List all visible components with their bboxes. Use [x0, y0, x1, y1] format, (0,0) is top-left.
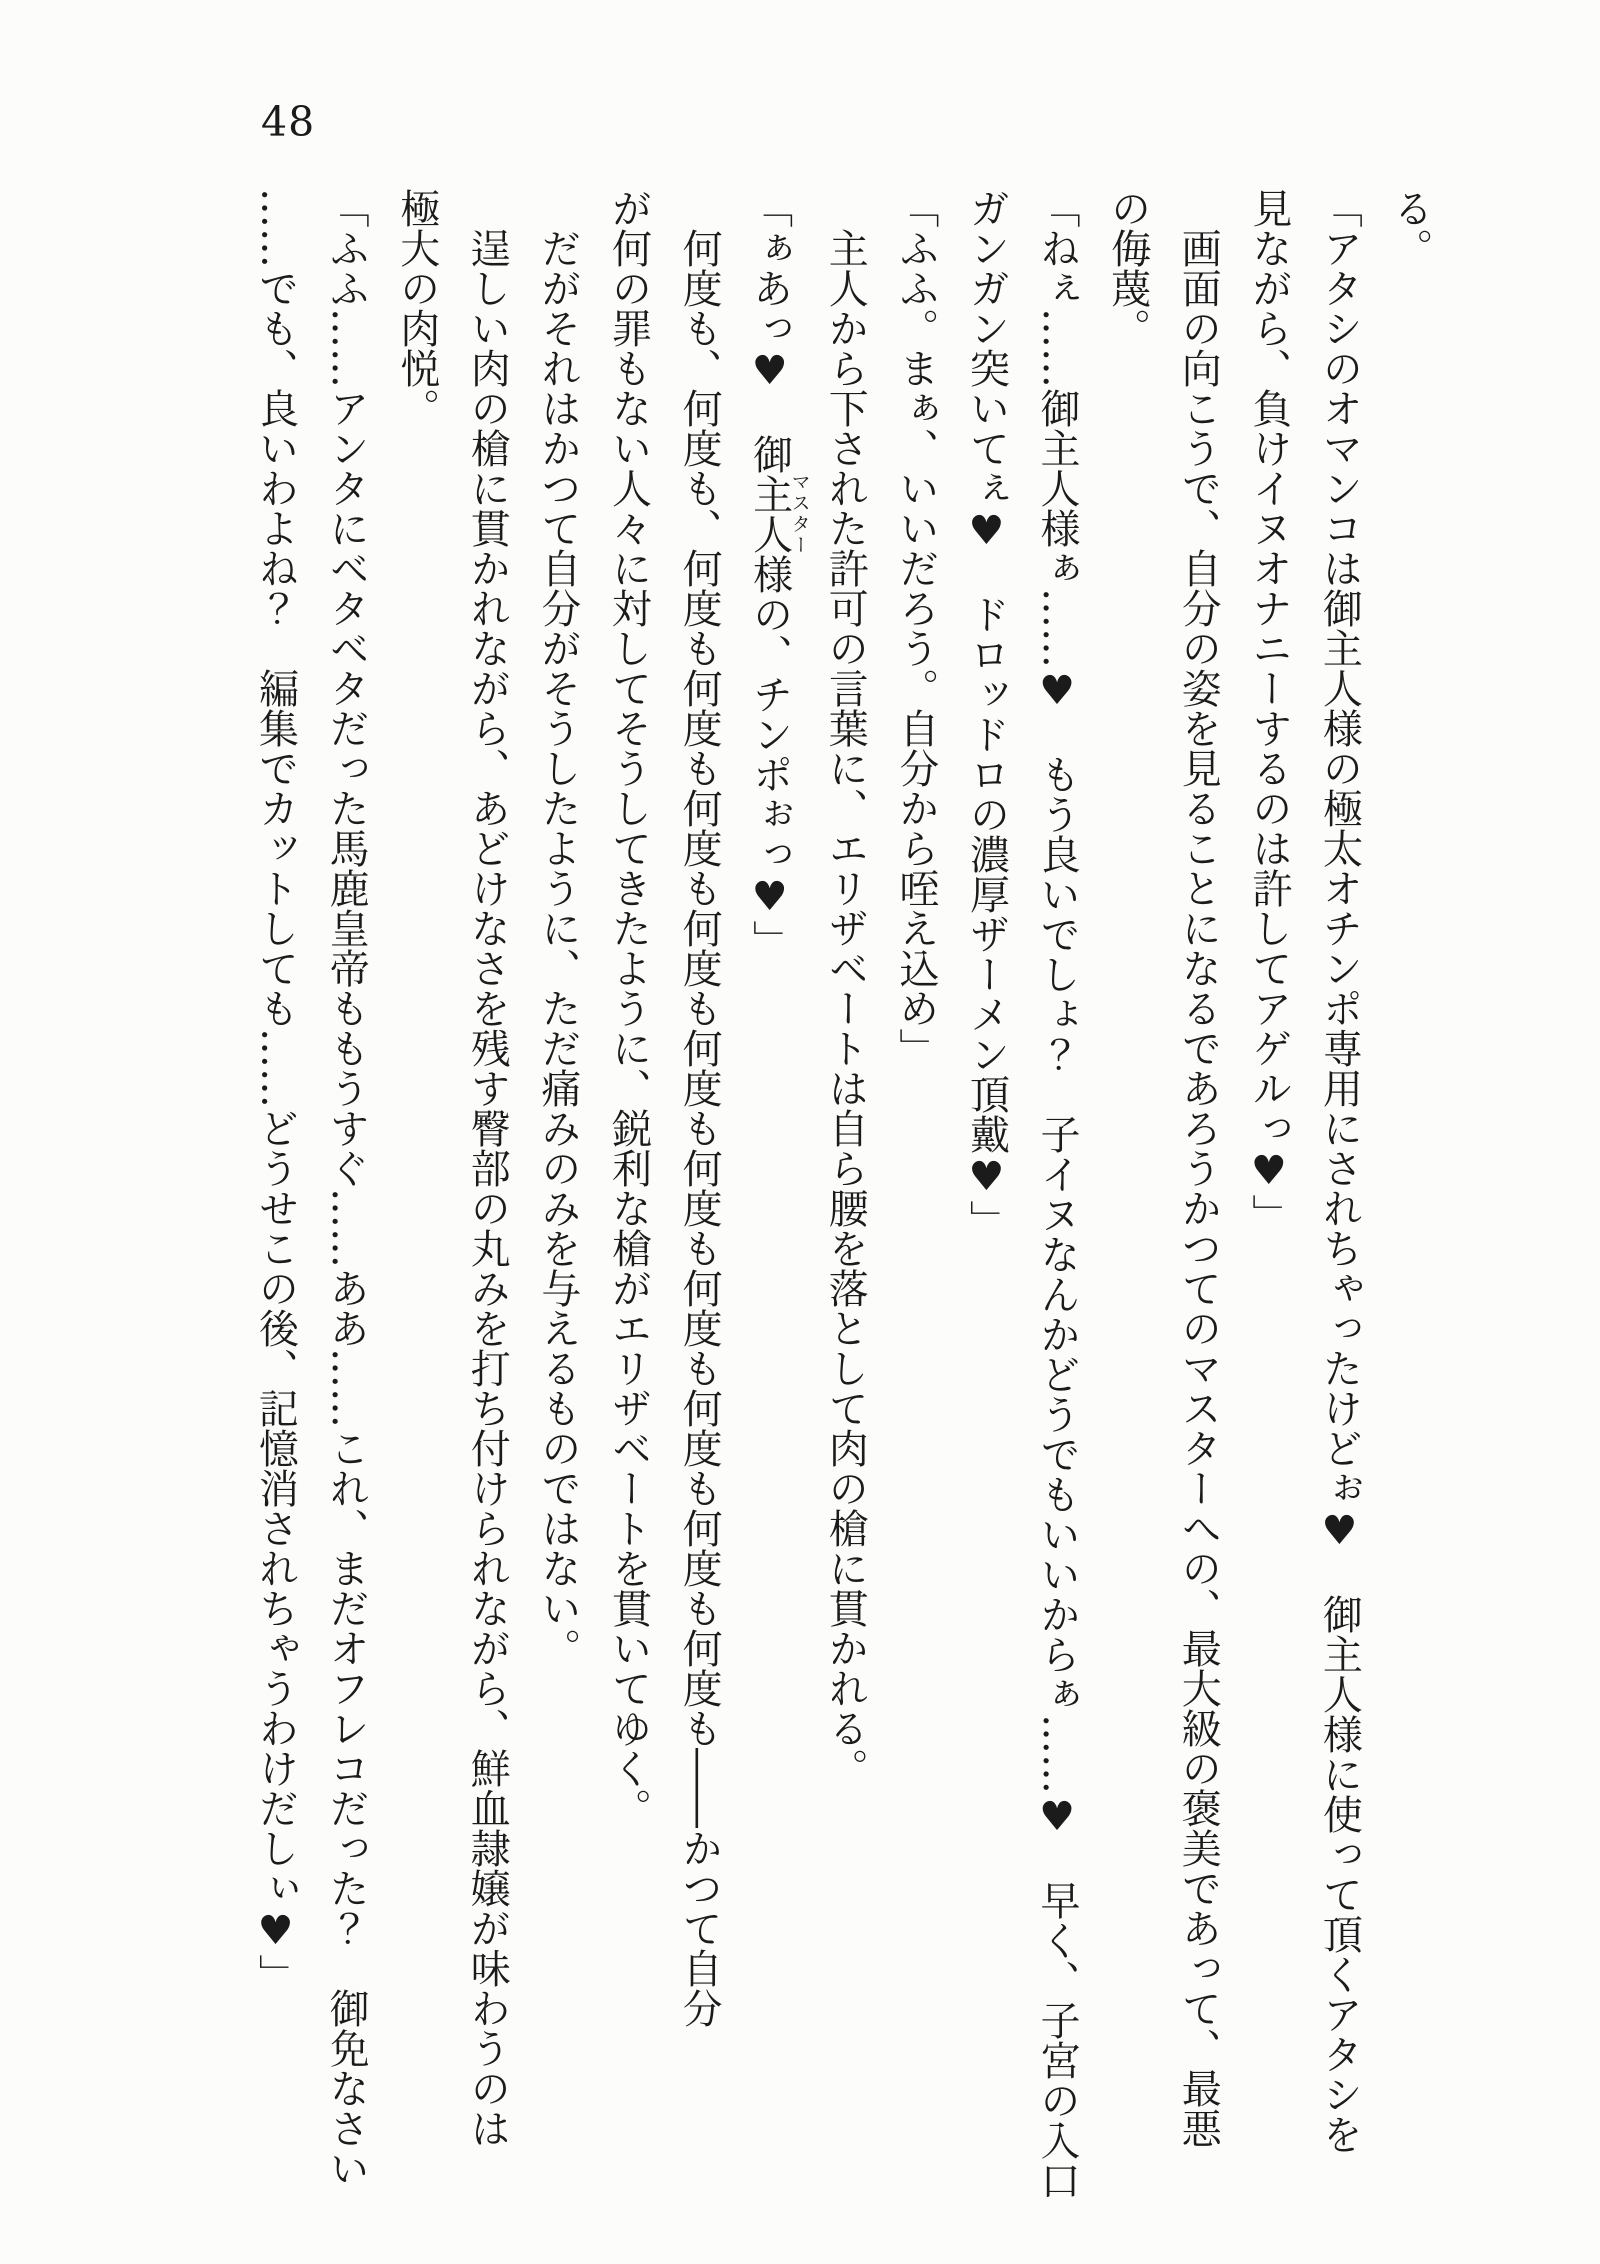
text-column: 「ぁあっ♥ 御主人様マスターの、チンポぉっ♥」: [746, 188, 811, 960]
text-column: 極大の肉悦。: [393, 188, 440, 428]
text-column: 見ながら、負けイヌオナニーするのは許してアゲルっ♥」: [1245, 188, 1292, 1234]
text-block: [240, 188, 1445, 2208]
text-column: 何度も、何度も、何度も何度も何度も何度も何度も何度も何度も何度も何度も何度も――かつて自分: [676, 228, 723, 2028]
text-column: 逞しい肉の槍に貫かれながら、あどけなさを残す臀部の丸みを打ち付けられながら、鮮血隷嬢が味わうのは: [464, 228, 511, 2148]
ruby-annotated-text: 御主人様マスター: [746, 434, 811, 594]
text-column: 「ねぇ……御主人様ぁ……♥ もう良いでしょ？ 子イヌなんかどうでもいいからぁ……♥ 早く、子宮の入口: [1034, 188, 1081, 2200]
text-column: 画面の向こうで、自分の姿を見ることになるであろうかつてのマスターへの、最大級の褒美であって、最悪: [1175, 228, 1222, 2148]
text-column: の侮蔑。: [1104, 188, 1151, 348]
furigana: マスター: [788, 434, 811, 594]
text-column: が何の罪もない人々に対してそうしてきたように、鋭利な槍がエリザベートを貫いてゆく。: [605, 188, 652, 1828]
page-number: 48: [261, 98, 316, 146]
text-column: ガンガン突いてぇ♥ ドロッドロの濃厚ザーメン頂戴♥」: [963, 188, 1010, 1240]
text-column: ……でも、良いわよね？ 編集でカットしても……どうせこの後、記憶消されちゃうわけだしぃ♥」: [252, 188, 299, 1994]
text-column: 「ふふ。まぁ、いいだろう。自分から咥え込め」: [892, 188, 939, 1068]
text-column: 主人から下された許可の言葉に、エリザベートは自ら腰を落として肉の槍に貫かれる。: [822, 228, 869, 1788]
text-column: だがそれはかつて自分がそうしたように、ただ痛みのみを与えるものではない。: [534, 228, 581, 1668]
text-column: 「ふふ……アンタにベタベタだった馬鹿皇帝ももうすぐ……ああ……これ、まだオフレコだった？ 御免なさい: [323, 188, 370, 2188]
text-column: る。: [1387, 188, 1433, 268]
text-column: 「アタシのオマンコは御主人様の極太オチンポ専用にされちゃったけどぉ♥ 御主人様に使って頂くアタシを: [1316, 188, 1363, 2154]
